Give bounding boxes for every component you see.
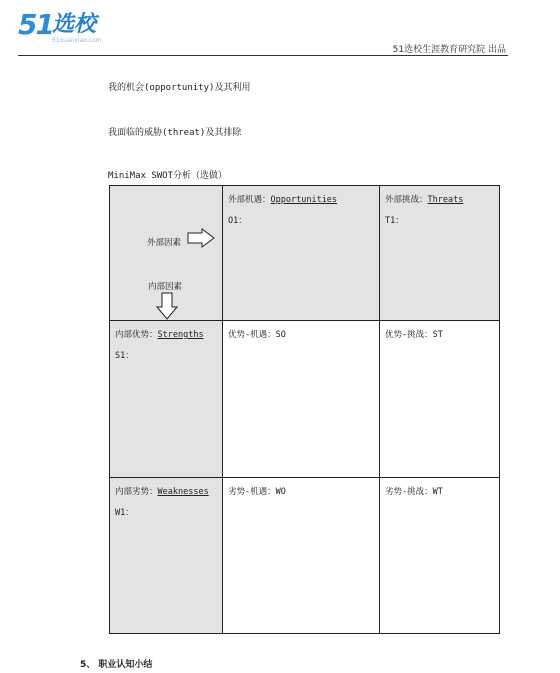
swot-table: [109, 185, 500, 634]
strengths-cell: [110, 321, 223, 478]
opportunities-cell: [223, 186, 380, 321]
weaknesses-item: W1：: [115, 508, 134, 518]
strengths-term: Strengths: [157, 330, 204, 340]
weaknesses-term: Weaknesses: [157, 487, 209, 497]
logo-text: 选校: [52, 12, 97, 37]
wo-cell: [223, 478, 380, 634]
so-label: 优势-机遇：SO: [228, 330, 286, 340]
threats-item: T1：: [385, 216, 404, 226]
right-arrow-icon: [187, 228, 215, 248]
header-org: 51选校生涯教育研究院 出品: [392, 45, 506, 55]
wo-label: 劣势-机遇：WO: [228, 487, 286, 497]
wt-cell: [380, 478, 500, 634]
opportunities-prefix: 外部机遇：: [228, 195, 271, 205]
wt-label: 劣势-挑战：WT: [385, 487, 443, 497]
weaknesses-prefix: 内部劣势：: [115, 487, 158, 497]
weaknesses-cell: [110, 478, 223, 634]
swot-caption: MiniMax SWOT分析（选做）: [108, 171, 228, 181]
strengths-item: S1：: [115, 351, 134, 361]
internal-factors-label: 内部因素: [148, 282, 183, 292]
logo-url: 51xuanxiao.com: [52, 37, 102, 44]
st-cell: [380, 321, 500, 478]
threats-prefix: 外部挑战：: [385, 195, 428, 205]
opportunities-term: Opportunities: [270, 195, 338, 205]
external-factors-label: 外部因素: [147, 238, 182, 248]
down-arrow-icon: [156, 292, 178, 320]
opportunity-line: 我的机会(opportunity)及其利用: [108, 83, 251, 93]
header-divider: [18, 55, 508, 56]
threats-term: Threats: [427, 195, 464, 205]
threats-cell: [380, 186, 500, 321]
st-label: 优势-挑战：ST: [385, 330, 443, 340]
strengths-prefix: 内部优势：: [115, 330, 158, 340]
threat-line: 我面临的威胁(threat)及其排除: [108, 128, 242, 138]
logo: [18, 10, 128, 44]
section-heading: 5、 职业认知小结: [80, 660, 153, 670]
swot-corner-cell: [110, 186, 223, 321]
logo-number: 51: [18, 8, 53, 41]
so-cell: [223, 321, 380, 478]
opportunities-item: O1：: [228, 216, 247, 226]
